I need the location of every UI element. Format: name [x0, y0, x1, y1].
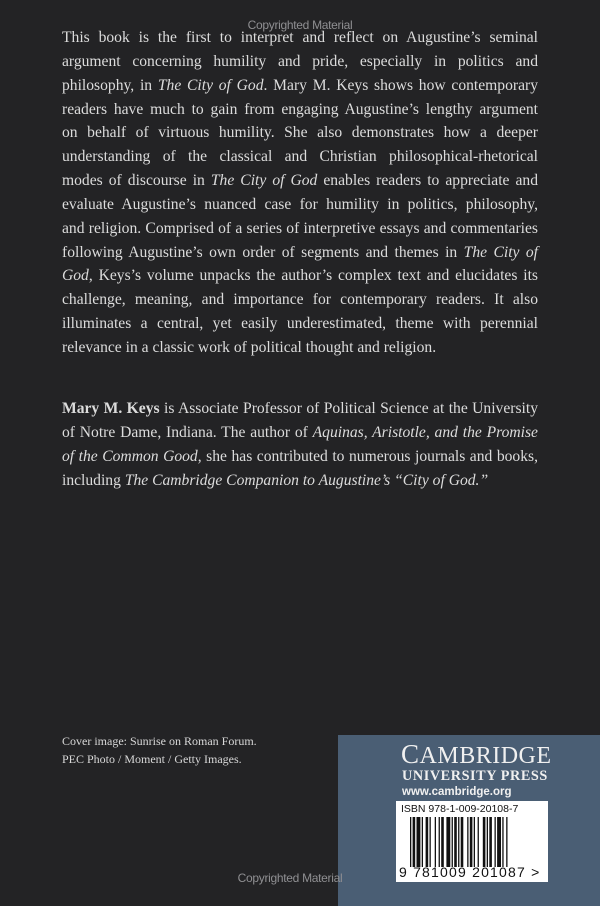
logo-name: AMBRIDGE	[419, 743, 552, 769]
text-segment: is Associate Professor of Political Science at the University	[159, 400, 539, 417]
barcode-bar	[467, 817, 468, 867]
text-line	[62, 121, 538, 145]
text-segment: . Mary M. Keys shows how contemporary	[263, 76, 539, 94]
text-line	[62, 421, 538, 445]
text-segment: , she has contributed to numerous journals and books,	[197, 447, 538, 465]
barcode-bar	[483, 817, 486, 867]
publisher-url: www.cambridge.org	[402, 786, 512, 798]
text-line	[62, 445, 538, 469]
text-segment: enables readers to appreciate and	[317, 172, 538, 190]
text-segment: readers have much to gain from engaging Augustine’s lengthy argument	[62, 100, 538, 118]
text-segment: modes of discourse in	[62, 172, 211, 190]
text-segment: challenge, meaning, and importance for contemporary readers. It also	[62, 291, 538, 309]
text-line	[62, 264, 538, 288]
text-line	[62, 397, 538, 421]
barcode-bar	[497, 817, 501, 867]
text-line	[62, 312, 538, 336]
text-segment: relevance in a classic work of political thought and religion.	[62, 338, 437, 356]
text-line	[62, 169, 538, 193]
text-line	[62, 241, 538, 265]
barcode-bar	[410, 817, 411, 867]
text-segment: The City of God	[157, 76, 264, 94]
text-segment: The Cambridge Companion to Augustine’s “City of God.”	[124, 471, 489, 489]
barcode-bar	[502, 817, 503, 867]
text-segment: following Augustine’s own order of segments and themes in	[62, 243, 464, 261]
text-line	[62, 336, 538, 360]
barcode-bar	[461, 817, 464, 867]
credit-line-2: PEC Photo / Moment / Getty Images.	[62, 752, 242, 766]
text-segment: on behalf of virtuous humility. She also demonstrates how a deeper	[62, 124, 538, 142]
barcode-bar	[487, 817, 488, 867]
text-segment: Mary M. Keys	[62, 400, 160, 417]
text-segment: including	[62, 471, 125, 489]
watermark-top: Copyrighted Material	[247, 18, 353, 32]
publisher-logo	[401, 739, 552, 770]
barcode-bar	[478, 817, 479, 867]
barcode-bars	[410, 817, 540, 867]
text-segment: This book is the first to interpret and reflect on Augustine’s seminal	[62, 29, 538, 46]
barcode-bar	[458, 817, 459, 867]
text-segment: , Keys’s volume unpacks the author’s complex text and elucidates its	[88, 267, 538, 285]
text-segment: and religion. Comprised of a series of interpretive essays and commentaries	[62, 219, 538, 237]
text-segment: understanding of the classical and Christian philosophical-rhetorical	[62, 148, 538, 166]
barcode-bar	[446, 817, 450, 867]
text-segment: The City of God	[210, 172, 318, 190]
barcode-bar	[489, 817, 492, 867]
text-segment: illuminates a central, yet easily underestimated, theme with perennial	[62, 315, 538, 333]
barcode-bar	[452, 817, 453, 867]
barcode-bar	[495, 817, 496, 867]
barcode-bar	[470, 817, 473, 867]
barcode-bar	[422, 817, 423, 867]
text-line	[62, 74, 538, 98]
barcode-bar	[441, 817, 444, 867]
text-line	[62, 217, 538, 241]
text-line	[62, 193, 538, 217]
credit-line-1: Cover image: Sunrise on Roman Forum.	[62, 734, 257, 748]
author-bio-paragraph	[62, 397, 538, 492]
text-segment: evaluate Augustine’s nuanced case for humility in politics, philosophy,	[62, 195, 538, 213]
barcode-bar	[454, 817, 457, 867]
text-segment: God	[62, 267, 89, 285]
text-segment: The City of	[463, 243, 538, 261]
text-segment: Aquinas, Aristotle, and the Promise	[312, 423, 538, 441]
text-line	[62, 50, 538, 74]
barcode-digits: 9 781009 201087 >	[399, 864, 541, 880]
barcode-bar	[439, 817, 440, 867]
cover-image-credit	[62, 732, 257, 768]
description-paragraph	[62, 26, 538, 360]
text-line	[62, 288, 538, 312]
isbn-barcode	[396, 801, 548, 882]
barcode-bar	[413, 817, 416, 867]
text-line	[62, 469, 538, 493]
logo-initial: C	[401, 739, 420, 769]
text-segment: argument concerning humility and pride, especially in politics and	[62, 52, 538, 70]
text-segment: of the Common Good	[62, 447, 198, 465]
barcode-bar	[474, 817, 475, 867]
publisher-subtitle: UNIVERSITY PRESS	[402, 768, 548, 784]
barcode-bar	[506, 817, 507, 867]
text-line	[62, 98, 538, 122]
barcode-bar	[435, 817, 436, 867]
watermark-bottom: Copyrighted Material	[237, 871, 343, 885]
barcode-bar	[430, 817, 431, 867]
text-line	[62, 145, 538, 169]
barcode-bar	[417, 817, 421, 867]
text-line	[62, 26, 538, 50]
text-segment: of Notre Dame, Indiana. The author of	[62, 423, 313, 441]
isbn-label: ISBN 978-1-009-20108-7	[401, 803, 519, 815]
barcode-bar	[426, 817, 429, 867]
text-segment: philosophy, in	[62, 76, 158, 94]
